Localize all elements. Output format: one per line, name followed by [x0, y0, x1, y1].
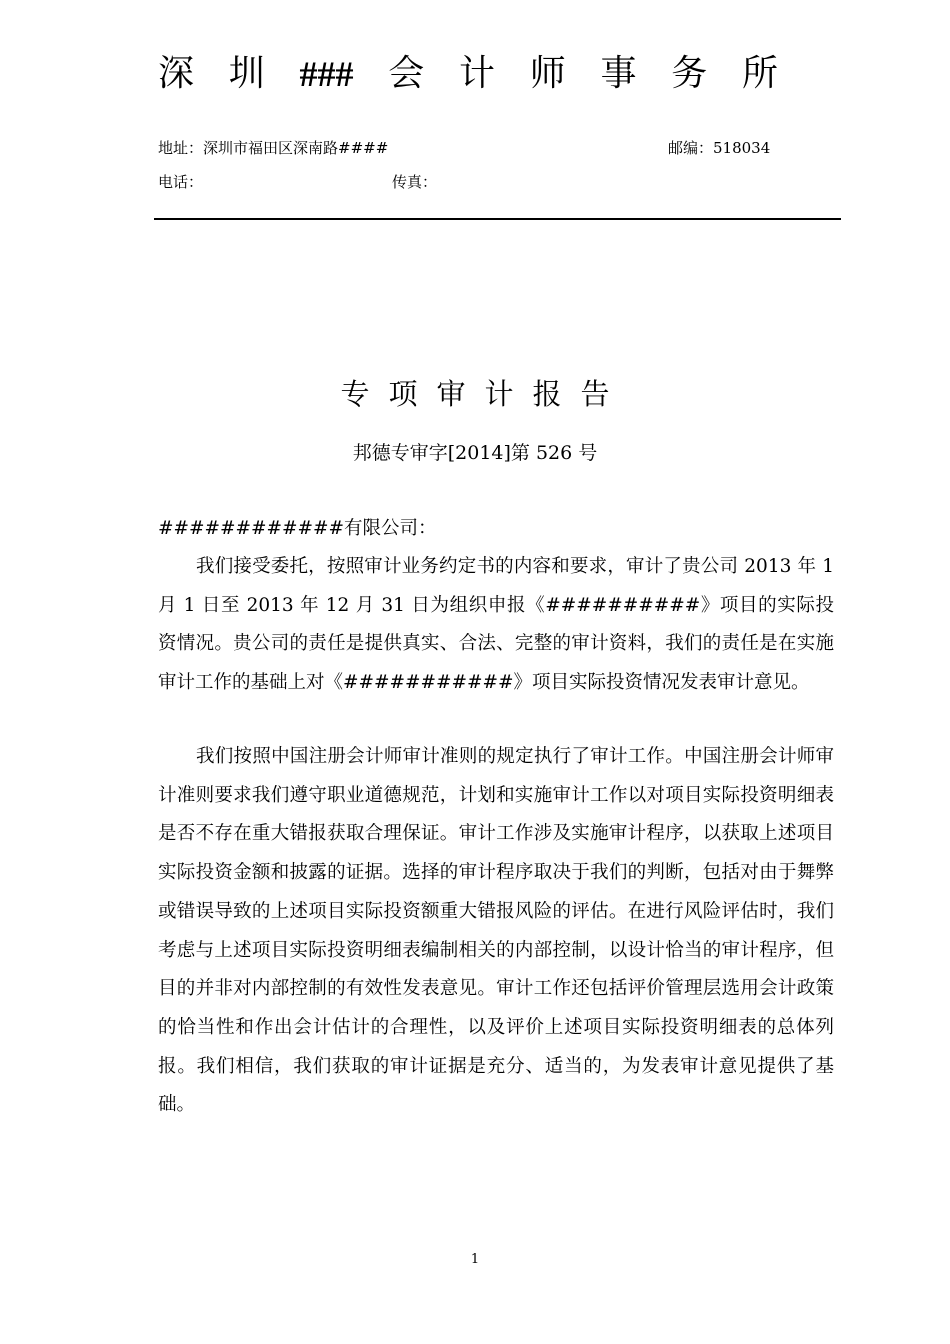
- firm-phone: 电话：: [158, 173, 204, 191]
- firm-name-char: 计: [458, 53, 495, 94]
- firm-postcode: 邮编：518034: [668, 139, 771, 157]
- firm-name-char: 深: [158, 53, 195, 94]
- firm-name-char: 圳: [228, 53, 265, 94]
- header-divider: [154, 218, 841, 220]
- body-paragraph: 我们按照中国注册会计师审计准则的规定执行了审计工作。中国注册会计师审计准则要求我们遵守职业道德规范，计划和实施审计工作以对项目实际投资明细表是否不存在重大错报获取合理保证。审计工作涉及实施审计程序，以获取上述项目实际投资金额和披露的证据。选择的审计程序取决于我们的判断，包括对由于舞弊或错误导致的上述项目实际投资额重大错报风险的评估。在进行风险评估时，我们考虑与上述项目实际投资明细表编制相关的内部控制，以设计恰当的审计程序，但目的并非对内部控制的有效性发表意见。审计工作还包括评价管理层选用会计政策的恰当性和作出会计估计的合理性，以及评价上述项目实际投资明细表的总体列报。我们相信，我们获取的审计证据是充分、适当的，为发表审计意见提供了基础。: [158, 746, 834, 1116]
- page-number: 1: [470, 1252, 480, 1267]
- firm-name-heading: [158, 48, 778, 100]
- firm-name-char: ###: [299, 54, 354, 94]
- firm-name-char: 所: [741, 53, 778, 94]
- body-paragraph: 我们接受委托，按照审计业务约定书的内容和要求，审计了贵公司 2013 年 1 月 1 日至 2013 年 12 月 31 日为组织申报《##########》项目的实际投资情况。贵公司的责任是提供真实、合法、完整的审计资料，我们的责任是在实施审计工作的基础上对《###########》项目实际投资情况发表审计意见。: [158, 556, 834, 694]
- firm-name-char: 务: [671, 53, 708, 94]
- firm-name-char: 会: [388, 53, 425, 94]
- firm-fax: 传真：: [392, 173, 438, 191]
- salutation: ############有限公司：: [158, 518, 437, 539]
- firm-address: 地址：深圳市福田区深南路####: [158, 139, 389, 157]
- firm-name-char: 事: [600, 53, 637, 94]
- firm-name-char: 师: [529, 53, 566, 94]
- report-number: 邦德专审字[2014]第 526 号: [352, 442, 598, 464]
- report-title: 专项审计报告: [340, 377, 629, 411]
